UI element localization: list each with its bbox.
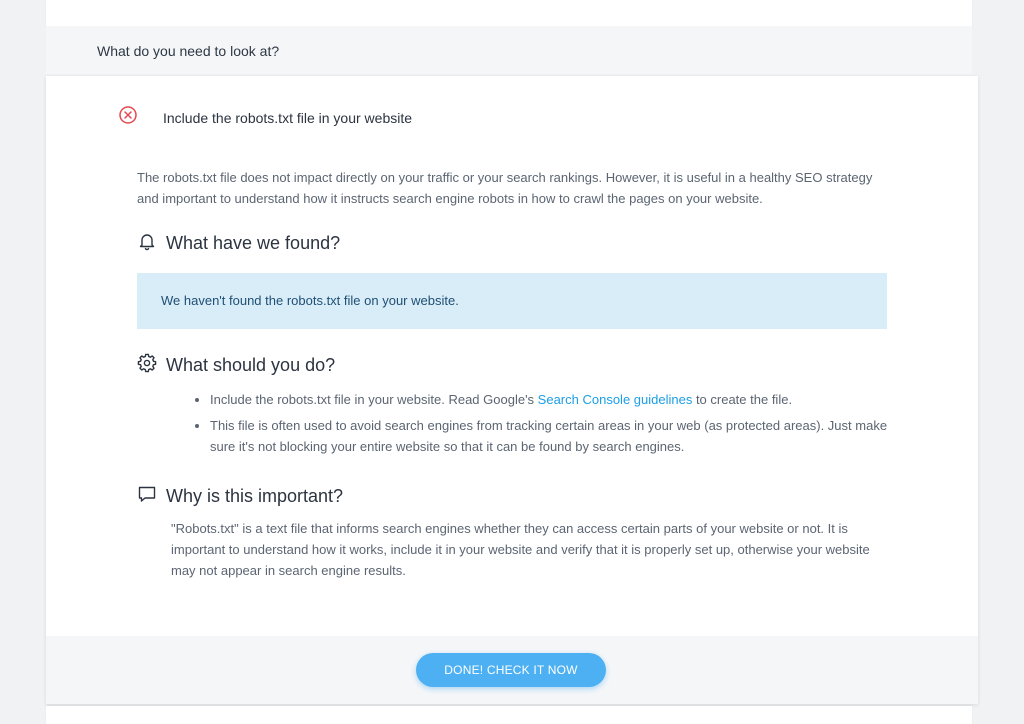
todo-heading: What should you do?: [166, 355, 336, 375]
done-check-it-now-button[interactable]: DONE! CHECK IT NOW: [416, 653, 606, 687]
found-heading-row: [137, 231, 340, 256]
todo-heading-row: [137, 353, 335, 378]
todo-item-text: Include the robots.txt file in your website. Read Google's: [210, 392, 538, 407]
todo-list: [190, 389, 910, 462]
list-item: [210, 415, 910, 457]
issue-header[interactable]: [118, 105, 412, 130]
issue-title: Include the robots.txt file in your website: [163, 109, 413, 126]
found-heading: What have we found?: [166, 233, 341, 253]
todo-item-text: to create the file.: [692, 392, 793, 407]
why-heading: Why is this important?: [166, 486, 344, 506]
issue-card: [46, 76, 978, 704]
found-message-box: [137, 273, 887, 329]
why-text: "Robots.txt" is a text file that informs search engines whether they can access certain parts of your website or not. It is important to understand how it works, include it in your website and verify that it is properly set up, otherwise your website may not appear in search engine results.: [171, 521, 870, 578]
next-card: [46, 706, 972, 724]
why-heading-row: [137, 484, 343, 509]
bell-icon: [137, 231, 157, 256]
found-message: We haven't found the robots.txt file on your website.: [161, 293, 459, 308]
speech-bubble-icon: [137, 484, 157, 509]
search-console-guidelines-link[interactable]: Search Console guidelines: [537, 392, 693, 407]
error-circle-x-icon: [118, 105, 138, 130]
card-footer: [46, 636, 978, 704]
todo-item-text: This file is often used to avoid search engines from tracking certain areas in your web (as protected areas). Just make sure it's not blocking your entire website so that it can be found by search engines.: [210, 418, 888, 454]
section-title: What do you need to look at?: [97, 43, 280, 59]
issue-intro: The robots.txt file does not impact directly on your traffic or your search rankings. However, it is useful in a healthy SEO strategy and important to understand how it instructs search engine robots in how to crawl the pages on your website.: [137, 170, 873, 206]
gear-icon: [137, 353, 157, 378]
section-header: [46, 26, 972, 74]
list-item: [210, 389, 910, 410]
previous-card: [46, 0, 972, 26]
